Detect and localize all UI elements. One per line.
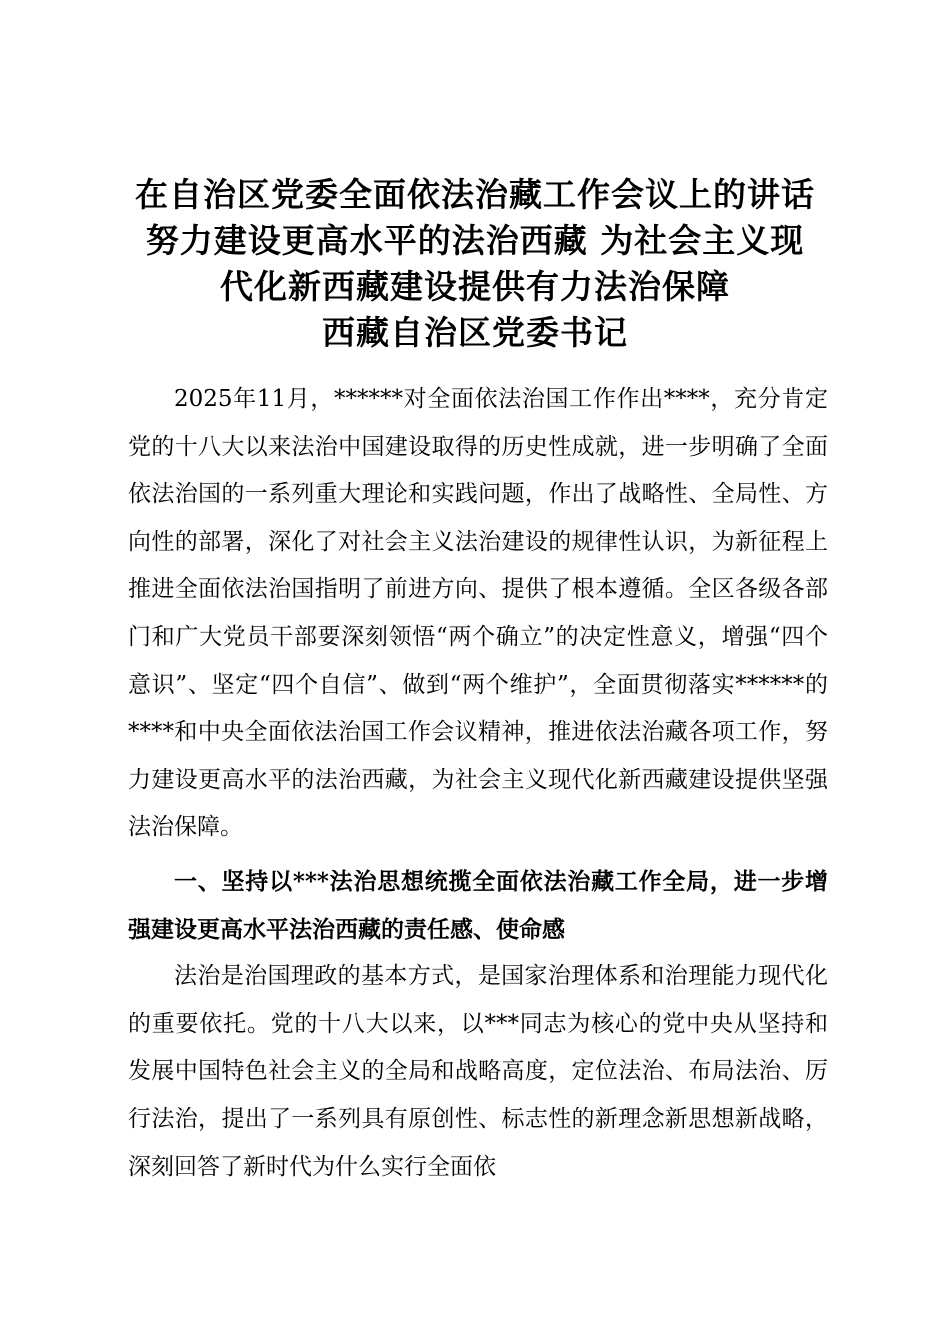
title-line-1: 在自治区党委全面依法治藏工作会议上的讲话 [135, 175, 815, 214]
document-body [128, 376, 828, 1191]
title-line-2: 努力建设更高水平的法治西藏 为社会主义现 [145, 221, 805, 260]
document-title [110, 172, 840, 356]
section-heading: 一、坚持以***法治思想统揽全面依法治藏工作全局，进一步增强建设更高水平法治西藏的责任感、使命感 [128, 867, 828, 943]
intro-paragraph: 2025年11月，******对全面依法治国工作作出****，充分肯定党的十八大以来法治中国建设取得的历史性成就，进一步明确了全面依法治国的一系列重大理论和实践问题，作出了战略性、全局性、方向性的部署，深化了对社会主义法治建设的规律性认识，为新征程上推进全面依法治国指明了前进方向、提供了根本遵循。全区各级各部门和广大党员干部要深刻领悟“两个确立”的决定性意义，增强“四个意识”、坚定“四个自信”、做到“两个维护”，全面贯彻落实******的****和中央全面依法治国工作会议精神，推进依法治藏各项工作，努力建设更高水平的法治西藏，为社会主义现代化新西藏建设提供坚强法治保障。 [128, 386, 828, 841]
title-line-3: 代化新西藏建设提供有力法治保障 [220, 267, 730, 306]
section-paragraph: 法治是治国理政的基本方式，是国家治理体系和治理能力现代化的重要依托。党的十八大以来，以***同志为核心的党中央从坚持和发展中国特色社会主义的全局和战略高度，定位法治、布局法治、厉行法治，提出了一系列具有原创性、标志性的新理念新思想新战略，深刻回答了新时代为什么实行全面依 [128, 963, 828, 1180]
author-line: 西藏自治区党委书记 [322, 313, 628, 352]
